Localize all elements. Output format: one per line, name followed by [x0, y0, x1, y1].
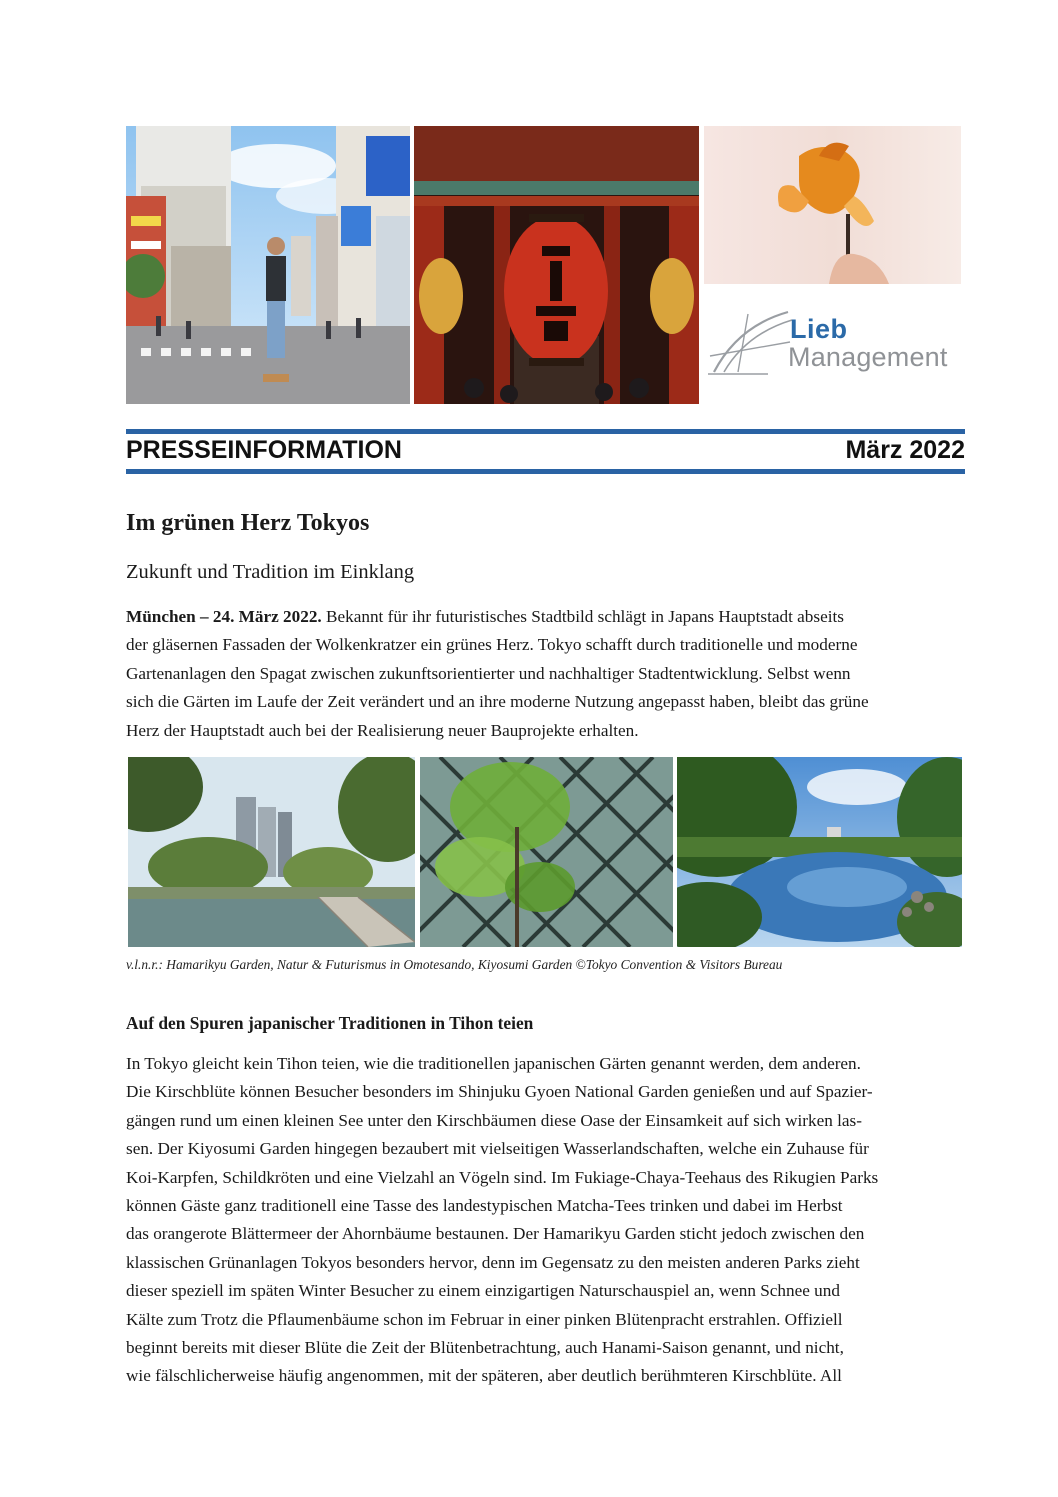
dateline: München – 24. März 2022. — [126, 607, 322, 626]
photo-omotesando-facade — [420, 757, 673, 947]
body-paragraph — [126, 1050, 965, 1391]
body-line: In Tokyo gleicht kein Tihon teien, wie die traditionellen japanischen Gärten genannt werden, dem anderen. — [126, 1054, 861, 1073]
body-line: dieser speziell im späten Winter Besucher zu einem einzigartigen Naturschauspiel an, wenn Schnee und — [126, 1281, 840, 1301]
intro-line: sich die Gärten im Laufe der Zeit verändert und an ihre moderne Nutzung angepasst haben, bleibt das grüne — [126, 692, 869, 712]
body-line: sen. Der Kiyosumi Garden hingegen bezaubert mit vielseitigen Wasserlandschaften, welche ein Zuhause für — [126, 1139, 869, 1159]
body-line: Koi-Karpfen, Schildkröten und eine Vielzahl an Vögeln sind. Im Fukiage-Chaya-Teehaus des Rikugien Parks — [126, 1167, 879, 1187]
body-line: das orangerote Blättermeer der Ahornbäume bestaunen. Der Hamarikyu Garden sticht jedoch zwischen den — [126, 1224, 865, 1244]
section-heading: Auf den Spuren japanischer Traditionen in Tihon teien — [126, 1013, 534, 1033]
intro-line: der gläsernen Fassaden der Wolkenkratzer ein grünes Herz. Tokyo schafft durch traditionelle und moderne — [126, 635, 858, 655]
intro-paragraph — [126, 603, 965, 745]
company-logo — [708, 306, 966, 386]
photo-caption: v.l.n.r.: Hamarikyu Garden, Natur & Futurismus in Omotesando, Kiyosumi Garden ©Tokyo Convention & Visitors Bureau — [126, 957, 783, 972]
header-bottom-rule — [126, 469, 965, 474]
body-line: gängen rund um einen kleinen See unter den Kirschbäumen diese Oase der Einsamkeit auf sich wirken las- — [126, 1110, 862, 1130]
body-line: wie fälschlicherweise häufig angenommen, mit der späteren, aber deutlich berühmteren Kirschblüte. All — [126, 1366, 842, 1386]
page-title: Im grünen Herz Tokyos — [126, 510, 370, 536]
document-date: März 2022 — [845, 436, 965, 464]
photo-sensoji-lantern — [414, 126, 699, 404]
body-line: klassischen Grünanlagen Tokyos besonders hervor, denn im Gegensatz zu den meisten anderen Parks zieht — [126, 1252, 860, 1272]
body-line: können Gäste ganz traditionell eine Tasse des landestypischen Matcha-Tees trinken und dabei im Herbst — [126, 1196, 843, 1216]
photo-goldfish-candy — [704, 126, 961, 284]
intro-line-text: Bekannt für ihr futuristisches Stadtbild schlägt in Japans Hauptstadt abseits — [321, 607, 844, 626]
photo-hamarikyu-garden — [128, 757, 415, 947]
logo-swoosh-icon — [708, 306, 798, 378]
header-top-rule — [126, 429, 965, 434]
page-subtitle: Zukunft und Tradition im Einklang — [126, 561, 415, 583]
photo-shibuya-street — [126, 126, 410, 404]
logo-text-management: Management — [788, 342, 948, 372]
intro-line — [126, 603, 965, 631]
body-line: Die Kirschblüte können Besucher besonders im Shinjuku Gyoen National Garden genießen und auf Spazier- — [126, 1082, 873, 1102]
intro-line: Herz der Hauptstadt auch bei der Realisierung neuer Bauprojekte erhalten. — [126, 720, 639, 740]
document-type-label: PRESSEINFORMATION — [126, 436, 402, 464]
body-line: beginnt bereits mit dieser Blüte die Zeit der Blütenbetrachtung, auch Hanami-Saison genannt, und nicht, — [126, 1338, 844, 1358]
intro-line: Gartenanlagen den Spagat zwischen zukunftsorientierter und nachhaltiger Stadtentwicklung. Selbst wenn — [126, 663, 851, 683]
logo-text-lieb: Lieb — [790, 314, 848, 344]
body-line: Kälte zum Trotz die Pflaumenbäume schon im Februar in einer pinken Blütenpracht erstrahlen. Offiziell — [126, 1309, 843, 1329]
photo-kiyosumi-garden — [677, 757, 962, 947]
